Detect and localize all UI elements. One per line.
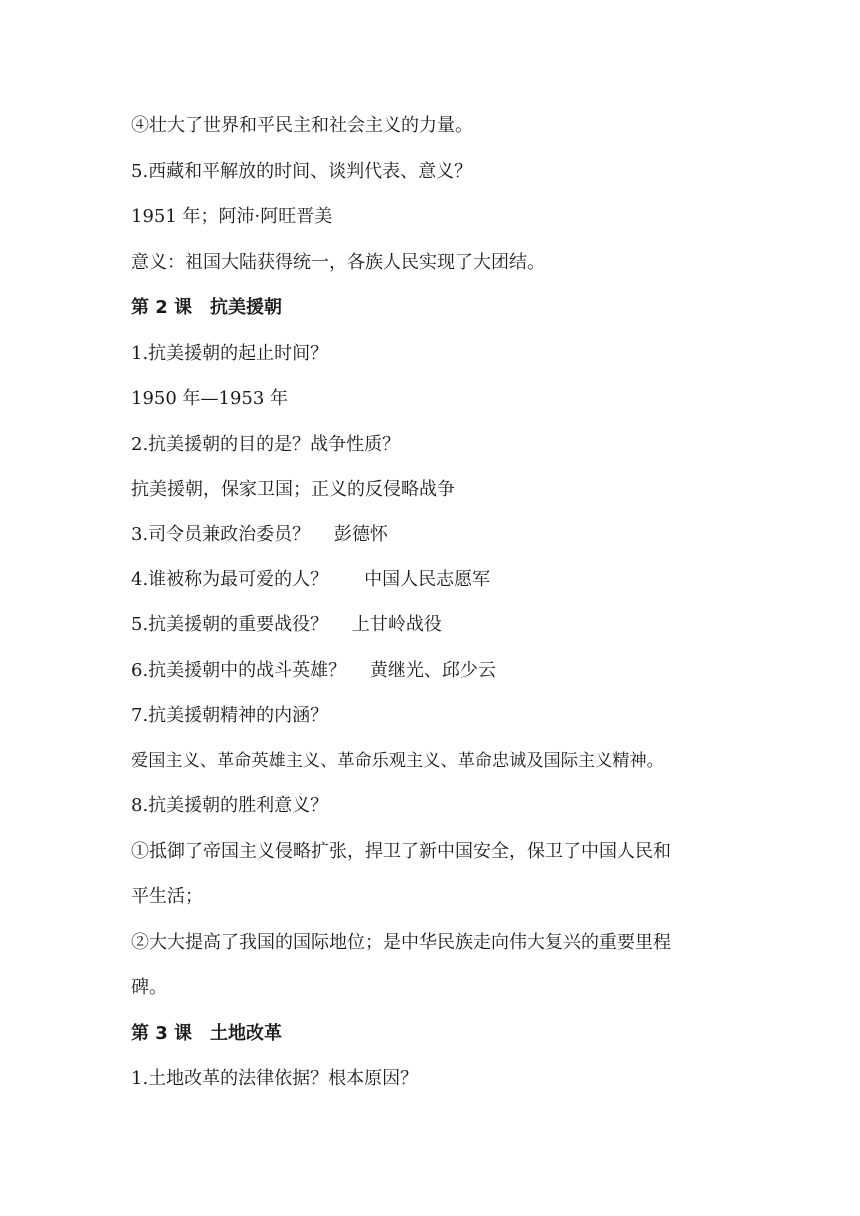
text-line: 碑。 <box>131 977 167 998</box>
question-line: 1.土地改革的法律依据？根本原因？ <box>131 1068 419 1089</box>
lesson-heading: 第 3 课 土地改革 <box>131 1023 283 1044</box>
text-line: 意义：祖国大陆获得统一，各族人民实现了大团结。 <box>131 252 545 273</box>
question-line: 1.抗美援朝的起止时间？ <box>131 343 329 364</box>
question-line: 6.抗美援朝中的战斗英雄？ 黄继光、邱少云 <box>131 660 496 681</box>
text-line: ②大大提高了我国的国际地位；是中华民族走向伟大复兴的重要里程 <box>131 932 671 953</box>
text-line: 抗美援朝，保家卫国；正义的反侵略战争 <box>131 479 455 500</box>
question-line: 8.抗美援朝的胜利意义？ <box>131 795 329 816</box>
question-line: 4.谁被称为最可爱的人？ 中国人民志愿军 <box>131 569 491 590</box>
question-line: 2.抗美援朝的目的是？战争性质？ <box>131 434 401 455</box>
text-line: 爱国主义、革命英雄主义、革命乐观主义、革命忠诚及国际主义精神。 <box>131 751 664 771</box>
text-line: ④壮大了世界和平民主和社会主义的力量。 <box>131 115 473 136</box>
question-line: 7.抗美援朝精神的内涵？ <box>131 705 329 726</box>
lesson-heading: 第 2 课 抗美援朝 <box>131 297 283 318</box>
text-line: 1951 年；阿沛·阿旺晋美 <box>131 206 333 227</box>
text-line: 平生活； <box>131 886 203 907</box>
question-line: 5.西藏和平解放的时间、谈判代表、意义？ <box>131 161 473 182</box>
question-line: 5.抗美援朝的重要战役？ 上甘岭战役 <box>131 614 442 635</box>
text-line: 1950 年—1953 年 <box>131 388 289 409</box>
text-line: ①抵御了帝国主义侵略扩张，捍卫了新中国安全，保卫了中国人民和 <box>131 841 671 862</box>
question-line: 3.司令员兼政治委员？ 彭德怀 <box>131 524 388 545</box>
